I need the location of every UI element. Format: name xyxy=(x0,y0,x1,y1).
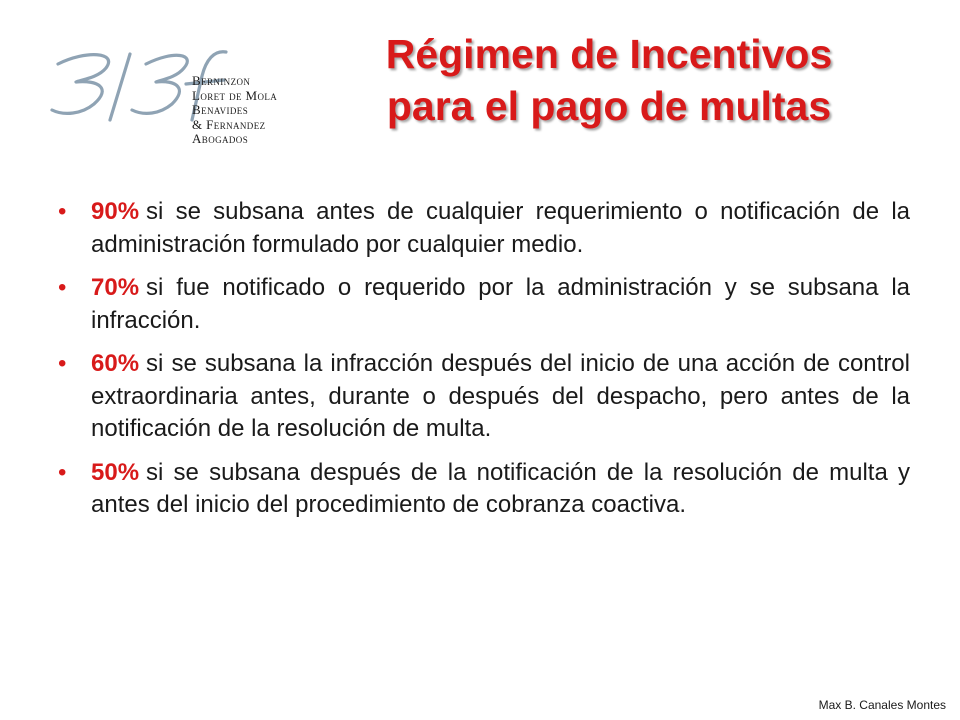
logo-line: Abogados xyxy=(192,131,249,146)
bullet-icon: • xyxy=(58,350,67,377)
bullet-icon: • xyxy=(58,198,67,225)
list-item xyxy=(58,457,910,522)
bullet-text: si se subsana después de la notificación de la resolución de multa y antes del inicio del procedimiento de cobranza coactiva. xyxy=(91,458,910,518)
bullet-icon: • xyxy=(58,458,67,486)
firm-logo xyxy=(40,42,298,148)
footer-author: Max B. Canales Montes xyxy=(818,698,946,712)
list-item xyxy=(58,348,910,446)
logo-line: Benavides xyxy=(192,102,249,117)
title-line-1: Régimen de Incentivos xyxy=(385,31,833,77)
list-item xyxy=(58,196,910,261)
bullet-text: si se subsana antes de cualquier requerimiento o notificación de la administración formulado por cualquier medio. xyxy=(91,198,910,258)
incentive-list xyxy=(58,196,910,533)
logo-firm-name xyxy=(192,74,277,147)
discount-percent: 50% xyxy=(91,458,140,486)
bullet-text: si fue notificado o requerido por la administración y se subsana la infracción. xyxy=(91,274,910,334)
discount-percent: 60% xyxy=(91,350,140,377)
logo-line: Berninzon xyxy=(192,73,251,88)
discount-percent: 70% xyxy=(91,274,140,301)
bullet-text: si se subsana la infracción después del inicio de una acción de control extraordinaria antes, durante o después del despacho, pero antes de la notificación de la resolución de multa. xyxy=(91,350,910,442)
title-line-2: para el pago de multas xyxy=(386,83,832,129)
list-item xyxy=(58,272,910,337)
logo-line: Loret de Mola xyxy=(192,87,278,103)
discount-percent: 90% xyxy=(91,198,140,225)
logo-line: & Fernandez xyxy=(192,116,266,132)
bullet-icon: • xyxy=(58,274,67,301)
slide-title xyxy=(300,28,918,132)
